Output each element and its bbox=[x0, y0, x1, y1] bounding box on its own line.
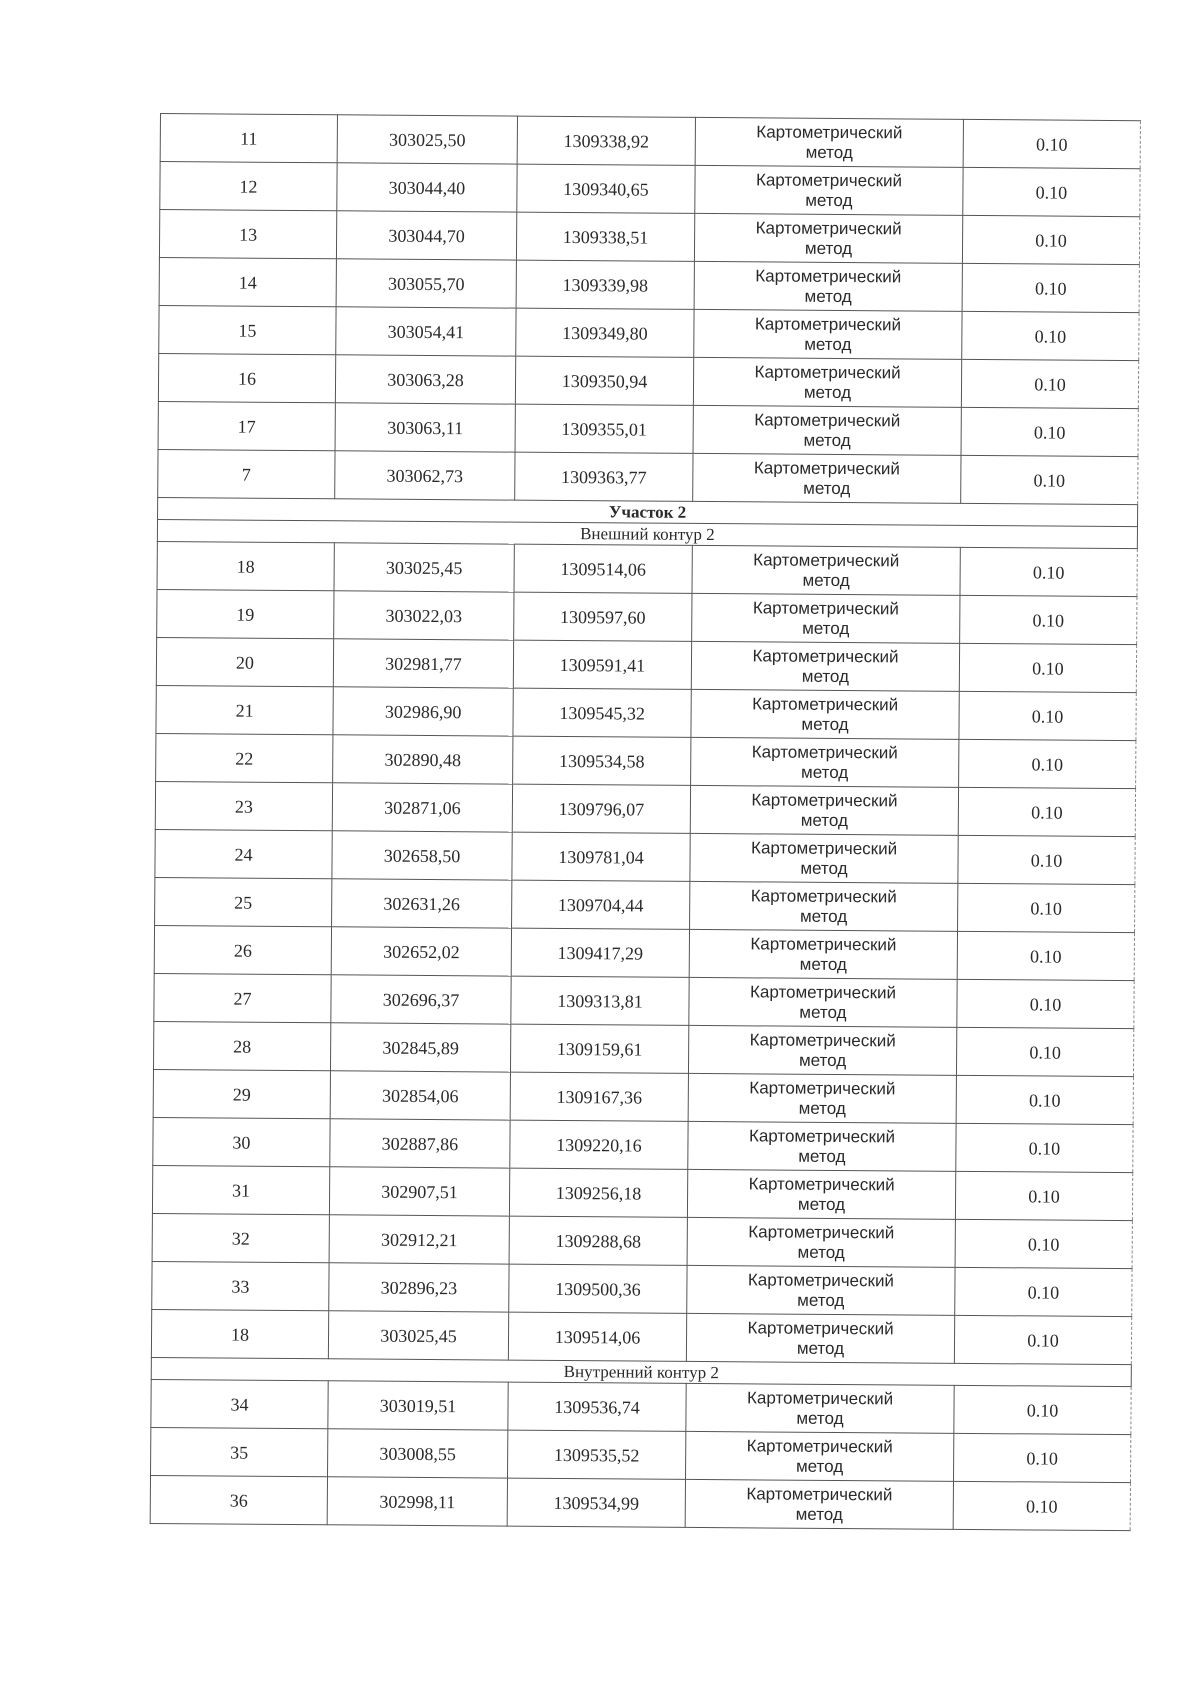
method-line-2: метод bbox=[795, 1456, 844, 1476]
method-cell bbox=[693, 405, 961, 455]
coord-y: 1309514,06 bbox=[514, 544, 692, 593]
method-line-1: Картометрический bbox=[753, 457, 900, 478]
coord-y: 1309417,29 bbox=[511, 928, 689, 977]
point-number: 24 bbox=[155, 829, 332, 878]
coord-y: 1309288,68 bbox=[509, 1216, 687, 1265]
method-line-1: Картометрический bbox=[748, 1125, 896, 1146]
accuracy: 0.10 bbox=[959, 643, 1136, 692]
coord-y: 1309338,92 bbox=[517, 116, 695, 165]
table-row bbox=[158, 401, 1138, 456]
table-row bbox=[150, 1475, 1130, 1530]
coord-x: 303019,51 bbox=[328, 1381, 508, 1430]
method-line-1: Картометрический bbox=[749, 1077, 896, 1098]
accuracy: 0.10 bbox=[953, 1481, 1130, 1530]
coord-y: 1309338,51 bbox=[516, 212, 694, 261]
method-cell bbox=[690, 785, 958, 835]
method-cell bbox=[693, 453, 961, 503]
method-line-1: Картометрический bbox=[749, 981, 897, 1002]
method-cell bbox=[685, 1431, 953, 1481]
table-row bbox=[160, 162, 1140, 217]
point-number: 31 bbox=[152, 1165, 329, 1214]
point-number: 32 bbox=[152, 1213, 329, 1262]
method-line-2: метод bbox=[799, 954, 847, 974]
accuracy: 0.10 bbox=[961, 359, 1138, 408]
accuracy: 0.10 bbox=[954, 1385, 1131, 1434]
method-cell bbox=[689, 929, 957, 979]
point-number: 25 bbox=[155, 877, 332, 926]
method-line-1: Картометрический bbox=[747, 1387, 894, 1408]
coord-y: 1309349,80 bbox=[516, 308, 694, 357]
coord-x: 303022,03 bbox=[334, 591, 514, 640]
accuracy: 0.10 bbox=[959, 691, 1136, 740]
method-line-1: Картометрический bbox=[752, 645, 899, 666]
table-row bbox=[158, 353, 1138, 408]
table-row bbox=[152, 1261, 1132, 1316]
coord-x: 302907,51 bbox=[329, 1167, 509, 1216]
point-number: 13 bbox=[159, 210, 336, 259]
coord-x: 303025,45 bbox=[328, 1311, 508, 1360]
method-line-1: Картометрический bbox=[748, 1221, 895, 1242]
method-line-2: метод bbox=[801, 666, 850, 686]
table-row bbox=[160, 114, 1140, 169]
method-line-1: Картометрический bbox=[754, 361, 901, 382]
coordinates-table bbox=[150, 113, 1141, 1531]
coord-x: 303062,73 bbox=[335, 451, 515, 500]
method-cell bbox=[687, 1169, 955, 1219]
coord-x: 303055,70 bbox=[336, 259, 516, 308]
point-number: 18 bbox=[157, 541, 334, 590]
table-row bbox=[157, 541, 1137, 596]
method-line-1: Картометрический bbox=[750, 885, 897, 906]
method-cell bbox=[691, 641, 959, 691]
coord-x: 302896,23 bbox=[329, 1263, 509, 1312]
method-line-2: метод bbox=[796, 1338, 845, 1358]
table-row bbox=[151, 1309, 1131, 1364]
method-line-2: метод bbox=[798, 1146, 846, 1166]
method-cell bbox=[691, 737, 959, 787]
method-line-1: Картометрический bbox=[751, 789, 898, 810]
point-number: 17 bbox=[158, 401, 335, 450]
method-cell bbox=[688, 1025, 956, 1075]
accuracy: 0.10 bbox=[961, 455, 1138, 504]
coord-y: 1309536,74 bbox=[508, 1382, 686, 1431]
table-row bbox=[156, 685, 1136, 740]
table-row bbox=[159, 257, 1139, 312]
table-row bbox=[154, 973, 1134, 1028]
coord-y: 1309339,98 bbox=[516, 260, 694, 309]
method-line-1: Картометрический bbox=[751, 741, 898, 762]
table-row bbox=[153, 1021, 1133, 1076]
method-line-2: метод bbox=[803, 382, 852, 402]
accuracy: 0.10 bbox=[962, 215, 1139, 264]
method-cell bbox=[689, 977, 957, 1027]
method-cell bbox=[685, 1479, 953, 1529]
point-number: 14 bbox=[159, 257, 336, 306]
section-title-inner-contour: Внутренний контур 2 bbox=[151, 1357, 1131, 1386]
table-row bbox=[153, 1069, 1133, 1124]
method-line-2: метод bbox=[797, 1242, 845, 1262]
point-number: 19 bbox=[157, 589, 334, 638]
method-line-2: метод bbox=[804, 286, 852, 306]
method-line-2: метод bbox=[805, 142, 853, 162]
coord-y: 1309350,94 bbox=[515, 356, 693, 405]
method-cell bbox=[692, 593, 960, 643]
accuracy: 0.10 bbox=[961, 407, 1138, 456]
method-line-1: Картометрический bbox=[753, 549, 900, 570]
method-line-1: Картометрический bbox=[748, 1173, 895, 1194]
point-number: 21 bbox=[156, 685, 333, 734]
coord-y: 1309535,52 bbox=[508, 1430, 686, 1479]
point-number: 22 bbox=[156, 733, 333, 782]
method-line-1: Картометрический bbox=[747, 1317, 894, 1338]
table-row bbox=[152, 1213, 1132, 1268]
accuracy: 0.10 bbox=[957, 979, 1134, 1028]
method-line-1: Картометрический bbox=[746, 1483, 893, 1504]
method-line-2: метод bbox=[805, 190, 853, 210]
method-cell bbox=[693, 357, 961, 407]
method-line-1: Картометрический bbox=[746, 1435, 893, 1456]
method-cell bbox=[695, 117, 963, 167]
point-number: 28 bbox=[153, 1021, 330, 1070]
coord-x: 303044,40 bbox=[337, 163, 517, 212]
point-number: 11 bbox=[160, 114, 337, 163]
accuracy: 0.10 bbox=[962, 263, 1139, 312]
method-line-2: метод bbox=[799, 1002, 847, 1022]
table-row bbox=[151, 1379, 1131, 1434]
coord-x: 302854,06 bbox=[330, 1071, 510, 1120]
method-line-1: Картометрический bbox=[749, 1029, 896, 1050]
coord-x: 303063,11 bbox=[335, 403, 515, 452]
method-line-2: метод bbox=[804, 334, 852, 354]
point-number: 26 bbox=[154, 925, 331, 974]
accuracy: 0.10 bbox=[955, 1219, 1132, 1268]
coord-x: 302658,50 bbox=[332, 831, 512, 880]
coord-x: 302631,26 bbox=[332, 879, 512, 928]
accuracy: 0.10 bbox=[957, 931, 1134, 980]
accuracy: 0.10 bbox=[963, 167, 1140, 216]
table-row bbox=[151, 1427, 1131, 1482]
method-line-1: Картометрический bbox=[751, 837, 898, 858]
method-cell bbox=[686, 1383, 954, 1433]
accuracy: 0.10 bbox=[955, 1267, 1132, 1316]
coord-x: 302871,06 bbox=[332, 783, 512, 832]
method-line-2: метод bbox=[800, 810, 848, 830]
accuracy: 0.10 bbox=[953, 1433, 1130, 1482]
point-number: 18 bbox=[151, 1309, 328, 1358]
method-line-2: метод bbox=[796, 1408, 844, 1428]
accuracy: 0.10 bbox=[958, 883, 1135, 932]
table-row bbox=[157, 589, 1137, 644]
table-row bbox=[159, 305, 1139, 360]
method-cell bbox=[688, 1121, 956, 1171]
method-line-2: метод bbox=[798, 1098, 846, 1118]
coord-y: 1309534,58 bbox=[513, 736, 691, 785]
method-line-2: метод bbox=[801, 762, 849, 782]
method-line-1: Картометрический bbox=[750, 933, 897, 954]
coord-x: 302912,21 bbox=[329, 1215, 509, 1264]
method-line-2: метод bbox=[800, 858, 848, 878]
method-cell bbox=[687, 1265, 955, 1315]
coord-y: 1309781,04 bbox=[512, 832, 690, 881]
method-line-2: метод bbox=[802, 570, 850, 590]
table-row bbox=[154, 925, 1134, 980]
method-cell bbox=[694, 261, 962, 311]
table-row bbox=[156, 733, 1136, 788]
point-number: 23 bbox=[155, 781, 332, 830]
method-line-1: Картометрический bbox=[755, 169, 903, 190]
accuracy: 0.10 bbox=[956, 1123, 1133, 1172]
table-row bbox=[155, 829, 1135, 884]
coord-x: 302981,77 bbox=[333, 639, 513, 688]
coord-y: 1309545,32 bbox=[513, 688, 691, 737]
coord-x: 302887,86 bbox=[330, 1119, 510, 1168]
accuracy: 0.10 bbox=[956, 1075, 1133, 1124]
coord-y: 1309704,44 bbox=[512, 880, 690, 929]
method-cell bbox=[688, 1073, 956, 1123]
point-number: 36 bbox=[150, 1475, 327, 1524]
coord-x: 302652,02 bbox=[331, 927, 511, 976]
point-number: 7 bbox=[158, 449, 335, 498]
method-cell bbox=[691, 689, 959, 739]
table-row bbox=[158, 449, 1138, 504]
method-line-2: метод bbox=[803, 430, 851, 450]
table-row bbox=[156, 637, 1136, 692]
table-row bbox=[155, 781, 1135, 836]
method-line-1: Картометрический bbox=[754, 409, 901, 430]
accuracy: 0.10 bbox=[954, 1315, 1131, 1364]
coord-x: 302696,37 bbox=[331, 975, 511, 1024]
method-line-2: метод bbox=[801, 714, 849, 734]
point-number: 30 bbox=[153, 1117, 330, 1166]
method-line-2: метод bbox=[799, 906, 848, 926]
method-line-1: Картометрический bbox=[756, 121, 903, 142]
method-cell bbox=[694, 309, 962, 359]
coord-y: 1309796,07 bbox=[512, 784, 690, 833]
point-number: 35 bbox=[151, 1427, 328, 1476]
table-row bbox=[153, 1117, 1133, 1172]
method-cell bbox=[694, 213, 962, 263]
accuracy: 0.10 bbox=[958, 835, 1135, 884]
coord-y: 1309597,60 bbox=[514, 592, 692, 641]
coord-x: 303044,70 bbox=[336, 211, 516, 260]
coord-y: 1309363,77 bbox=[515, 452, 693, 501]
point-number: 16 bbox=[158, 353, 335, 402]
method-cell bbox=[695, 165, 963, 215]
section-title-plot: Участок 2 bbox=[158, 497, 1138, 526]
coord-x: 302890,48 bbox=[333, 735, 513, 784]
coord-y: 1309355,01 bbox=[515, 404, 693, 453]
point-number: 33 bbox=[152, 1261, 329, 1310]
accuracy: 0.10 bbox=[955, 1171, 1132, 1220]
accuracy: 0.10 bbox=[962, 311, 1139, 360]
coord-y: 1309514,06 bbox=[508, 1312, 686, 1361]
method-line-1: Картометрический bbox=[752, 597, 899, 618]
accuracy: 0.10 bbox=[959, 739, 1136, 788]
accuracy: 0.10 bbox=[958, 787, 1135, 836]
coord-y: 1309591,41 bbox=[513, 640, 691, 689]
point-number: 20 bbox=[156, 637, 333, 686]
coord-y: 1309159,61 bbox=[510, 1024, 688, 1073]
table-row bbox=[159, 210, 1139, 265]
accuracy: 0.10 bbox=[960, 595, 1137, 644]
coord-x: 303054,41 bbox=[336, 307, 516, 356]
coord-x: 303025,45 bbox=[334, 543, 514, 592]
method-line-1: Картометрический bbox=[754, 313, 902, 334]
section-title-outer-contour: Внешний контур 2 bbox=[157, 519, 1137, 548]
coord-y: 1309167,36 bbox=[510, 1072, 688, 1121]
accuracy: 0.10 bbox=[960, 547, 1137, 596]
point-number: 27 bbox=[154, 973, 331, 1022]
coord-y: 1309256,18 bbox=[509, 1168, 687, 1217]
method-line-1: Картометрический bbox=[747, 1269, 895, 1290]
coord-y: 1309500,36 bbox=[509, 1264, 687, 1313]
method-line-2: метод bbox=[795, 1504, 843, 1524]
coord-y: 1309534,99 bbox=[507, 1478, 685, 1527]
method-cell bbox=[690, 833, 958, 883]
point-number: 29 bbox=[153, 1069, 330, 1118]
method-line-2: метод bbox=[797, 1194, 846, 1214]
method-line-1: Картометрический bbox=[755, 265, 902, 286]
coord-y: 1309220,16 bbox=[510, 1120, 688, 1169]
coord-y: 1309313,81 bbox=[511, 976, 689, 1025]
method-cell bbox=[692, 545, 960, 595]
accuracy: 0.10 bbox=[956, 1027, 1133, 1076]
method-line-2: метод bbox=[802, 618, 850, 638]
coord-x: 303063,28 bbox=[335, 355, 515, 404]
method-line-2: метод bbox=[798, 1050, 847, 1070]
point-number: 34 bbox=[151, 1379, 328, 1428]
method-cell bbox=[687, 1217, 955, 1267]
table-row bbox=[152, 1165, 1132, 1220]
method-line-2: метод bbox=[797, 1290, 845, 1310]
coord-y: 1309340,65 bbox=[517, 164, 695, 213]
method-cell bbox=[686, 1313, 954, 1363]
coord-x: 303025,50 bbox=[337, 115, 517, 164]
coord-x: 302845,89 bbox=[330, 1023, 510, 1072]
coord-x: 302986,90 bbox=[333, 687, 513, 736]
method-line-1: Картометрический bbox=[755, 217, 902, 238]
method-line-1: Картометрический bbox=[752, 693, 899, 714]
method-line-2: метод bbox=[804, 238, 853, 258]
method-line-2: метод bbox=[803, 478, 851, 498]
point-number: 12 bbox=[160, 162, 337, 211]
point-number: 15 bbox=[159, 305, 336, 354]
coord-x: 303008,55 bbox=[328, 1429, 508, 1478]
table-row bbox=[155, 877, 1135, 932]
coord-x: 302998,11 bbox=[327, 1477, 507, 1526]
method-cell bbox=[690, 881, 958, 931]
accuracy: 0.10 bbox=[963, 119, 1140, 168]
